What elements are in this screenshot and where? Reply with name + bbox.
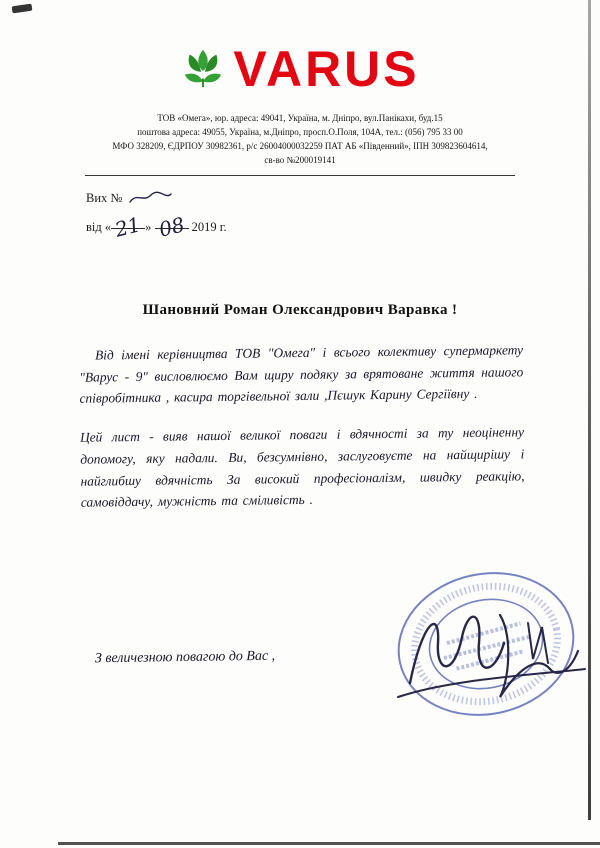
letterhead-line-2: поштова адреса: 49055, Україна, м.Дніпро, просп.О.Поля, 104А, тел.: (056) 795 33 00 [137,126,463,137]
signature-block [380,545,595,750]
handwritten-signature [380,565,595,730]
letterhead-line-4: св-во №200019141 [264,154,336,165]
brand-wordmark: VARUS [233,41,420,97]
scan-edge-bottom [58,842,600,845]
date-line [86,212,227,242]
salutation: Шановний Роман Олександрович Варавка ! [142,302,458,318]
date-day-blank [111,212,145,242]
body-paragraph-1: Від імені керівництва ТОВ "Омега" і всього колективу супермаркету "Варус - 9" висловлюємо Вам щиру подяку за врятоване життя нашого співробітника , касира торгівельної зали ,Пєшук Карину Сергіївну . [79,342,524,407]
letterhead-line-3: МФО 328209, ЄДРПОУ 30982361, р/с 26004000032259 ПАТ АБ «Південний», ІПН 309823604614, [112,140,488,151]
date-prefix: від « [86,220,112,234]
handwritten-scribble [126,190,174,206]
date-quote-close: » [145,220,152,234]
outgoing-number-label: Вих № [86,191,123,205]
date-year: 2019 г. [191,220,227,234]
outgoing-number-line [86,190,174,206]
letter-body [79,339,525,530]
varus-logo [0,41,600,97]
body-paragraph-2: Цей лист - вияв нашої великої поваги і вдячності за ту неоціненну допомогу, яку надали. Ви, безсумнівно, заслуговуєте на найщирішу і найглибшу вдячність За високий професіоналізм, швидку реакцію, самовіддачу, мужність та сміливість . [79,424,525,510]
closing-line: З величезною повагою до Вас , [94,648,276,667]
handwritten-day: 21 [112,212,144,242]
letterhead [85,112,515,176]
date-month-blank [155,212,189,242]
tulip-icon [180,46,226,92]
handwritten-month: 08 [156,212,187,242]
scan-corner-mark [12,4,33,14]
letterhead-line-1: ТОВ «Омега», юр. адреса: 49041, Україна, м. Дніпро, вул.Панікахи, буд.15 [157,113,443,123]
